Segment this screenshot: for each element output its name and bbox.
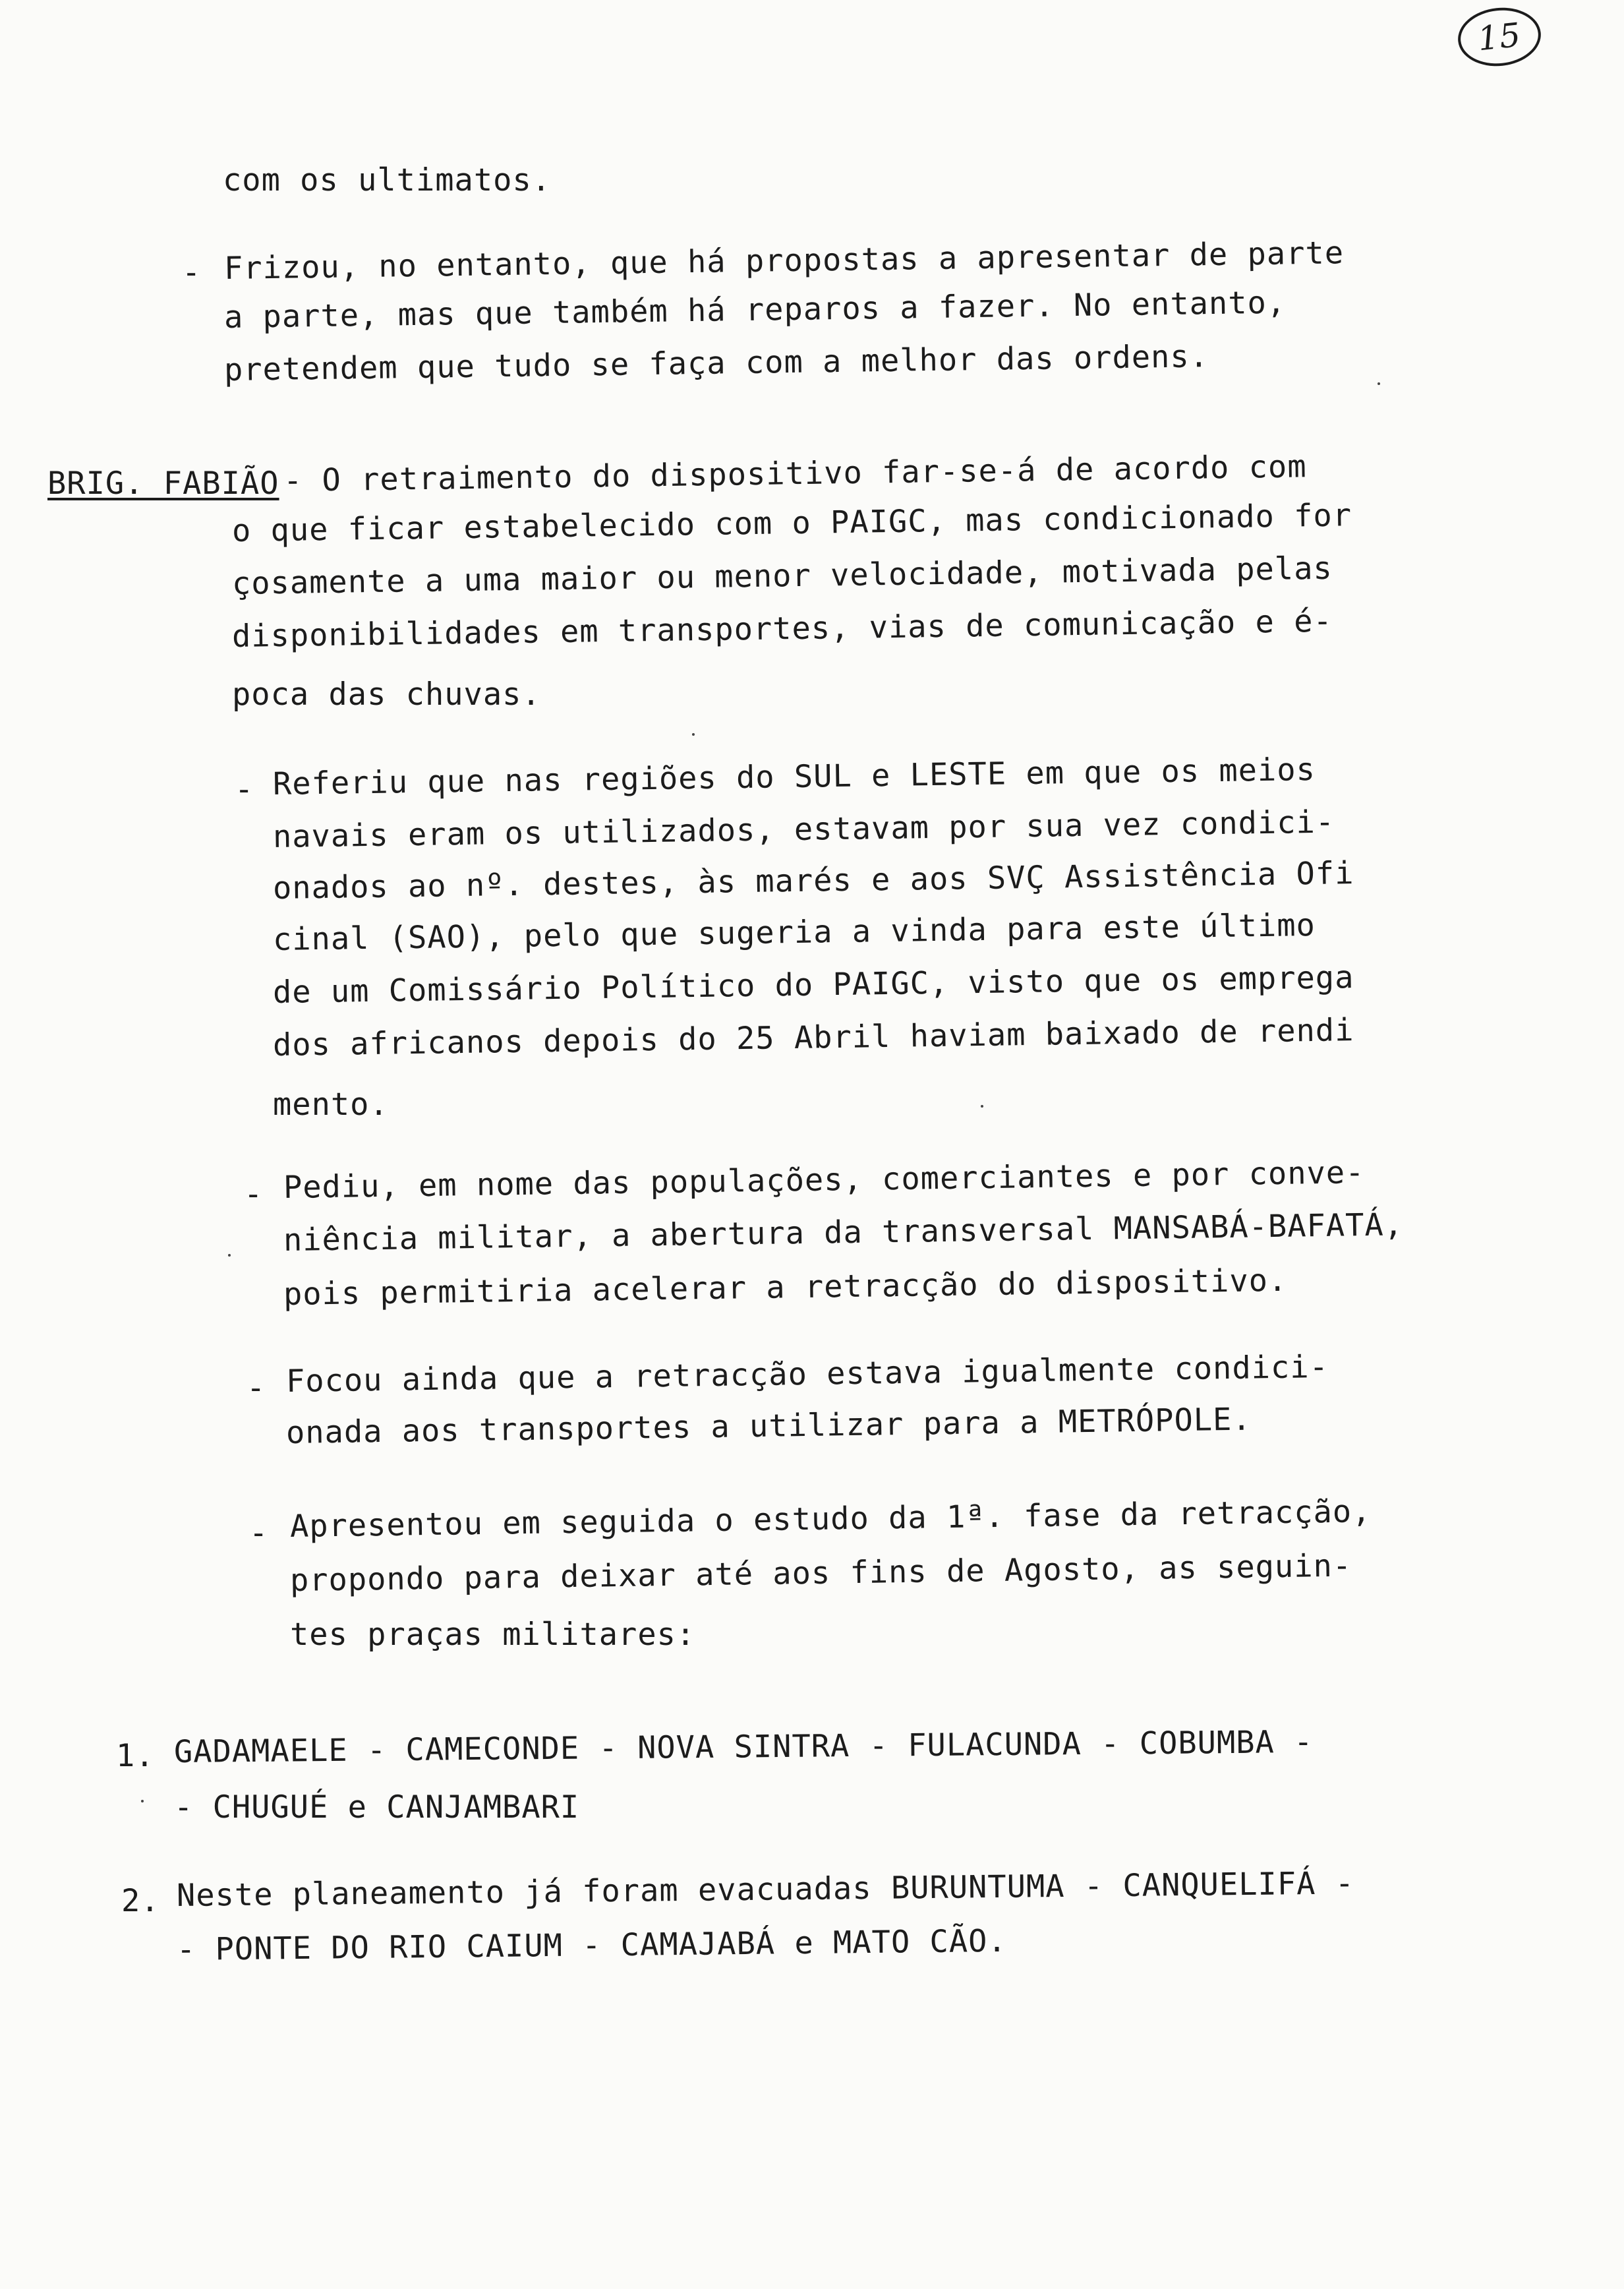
bullet-2-line-3: pois permitiria acelerar a retracção do dispositivo. [283,1262,1288,1313]
bullet-3-dash: - [246,1370,266,1406]
bullet-3-line-1: Focou ainda que a retracção estava igualmente condici- [285,1348,1329,1400]
bullet-2-dash: - [244,1176,264,1212]
bullet-1-line-3: onados ao nº. destes, às marés e aos SVÇ Assistência Ofi [272,855,1354,907]
bullet-2-line-1: Pediu, em nome das populações, comerciantes e por conve- [283,1154,1365,1206]
item-2-line-1: Neste planeamento já foram evacuadas BURUNTUMA - CANQUELIFÁ - [176,1865,1355,1914]
fabiao-line-3: çosamente a uma maior ou menor velocidade, motivada pelas [231,550,1333,602]
scan-speck [692,733,695,736]
bullet-3-line-2: onada aos transportes a utilizar para a METRÓPOLE. [285,1401,1252,1451]
scan-speck [141,1800,144,1802]
bullet-4-dash: - [249,1515,269,1551]
opening-line: com os ultimatos. [223,162,552,198]
item-2-line-2: - PONTE DO RIO CAIUM - CAMAJABÁ e MATO CÃO. [176,1922,1007,1968]
bullet-1-line-4: cinal (SAO), pelo que sugeria a vinda para este último [272,907,1316,958]
bullet-1-line-6: dos africanos depois do 25 Abril haviam baixado de rendi [272,1012,1354,1063]
bullet-1-line-2: navais eram os utilizados, estavam por sua vez condici- [272,804,1335,855]
frizou-line-1: Frizou, no entanto, que há propostas a apresentar de parte [223,235,1345,287]
fabiao-line-1: - O retraimento do dispositivo far-se-á de acordo com [283,448,1307,499]
bullet-4-line-1: Apresentou em seguida o estudo da 1ª. fase da retracção, [289,1493,1372,1545]
bullet-1-dash: - [235,771,254,808]
item-2-number: 2. [121,1883,160,1919]
bullet-1-line-5: de um Comissário Político do PAIGC, visto que os emprega [272,959,1354,1011]
scan-speck [228,1254,231,1257]
item-1-line-2: - CHUGUÉ e CANJAMBARI [174,1789,580,1826]
bullet-1-line-1: Referiu que nas regiões do SUL e LESTE em que os meios [272,751,1316,802]
scan-speck [981,1105,983,1108]
bullet-4-line-2: propondo para deixar até aos fins de Agosto, as seguin- [289,1547,1352,1599]
fabiao-line-4: disponibilidades em transportes, vias de comunicação e é- [231,603,1333,655]
page-number: 15 [1455,4,1544,71]
scan-speck [1378,382,1380,385]
item-1-line-1: GADAMAELE - CAMECONDE - NOVA SINTRA - FULACUNDA - COBUMBA - [173,1723,1314,1770]
item-1-number: 1. [116,1738,155,1774]
fabiao-line-2: o que ficar estabelecido com o PAIGC, mas condicionado for [231,497,1352,549]
bullet-4-line-3: tes praças militares: [290,1617,696,1653]
bullet-1-line-7: mento. [273,1086,389,1123]
bullet-2-line-2: niência militar, a abertura da transversal MANSABÁ-BAFATÁ, [283,1206,1404,1259]
frizou-line-3: pretendem que tudo se faça com a melhor das ordens. [223,338,1209,388]
speaker-name: BRIG. FABIÃO [47,465,279,502]
frizou-dash: - [182,254,202,291]
frizou-line-2: a parte, mas que também há reparos a fazer. No entanto, [223,284,1287,336]
fabiao-line-5: poca das chuvas. [232,676,541,713]
